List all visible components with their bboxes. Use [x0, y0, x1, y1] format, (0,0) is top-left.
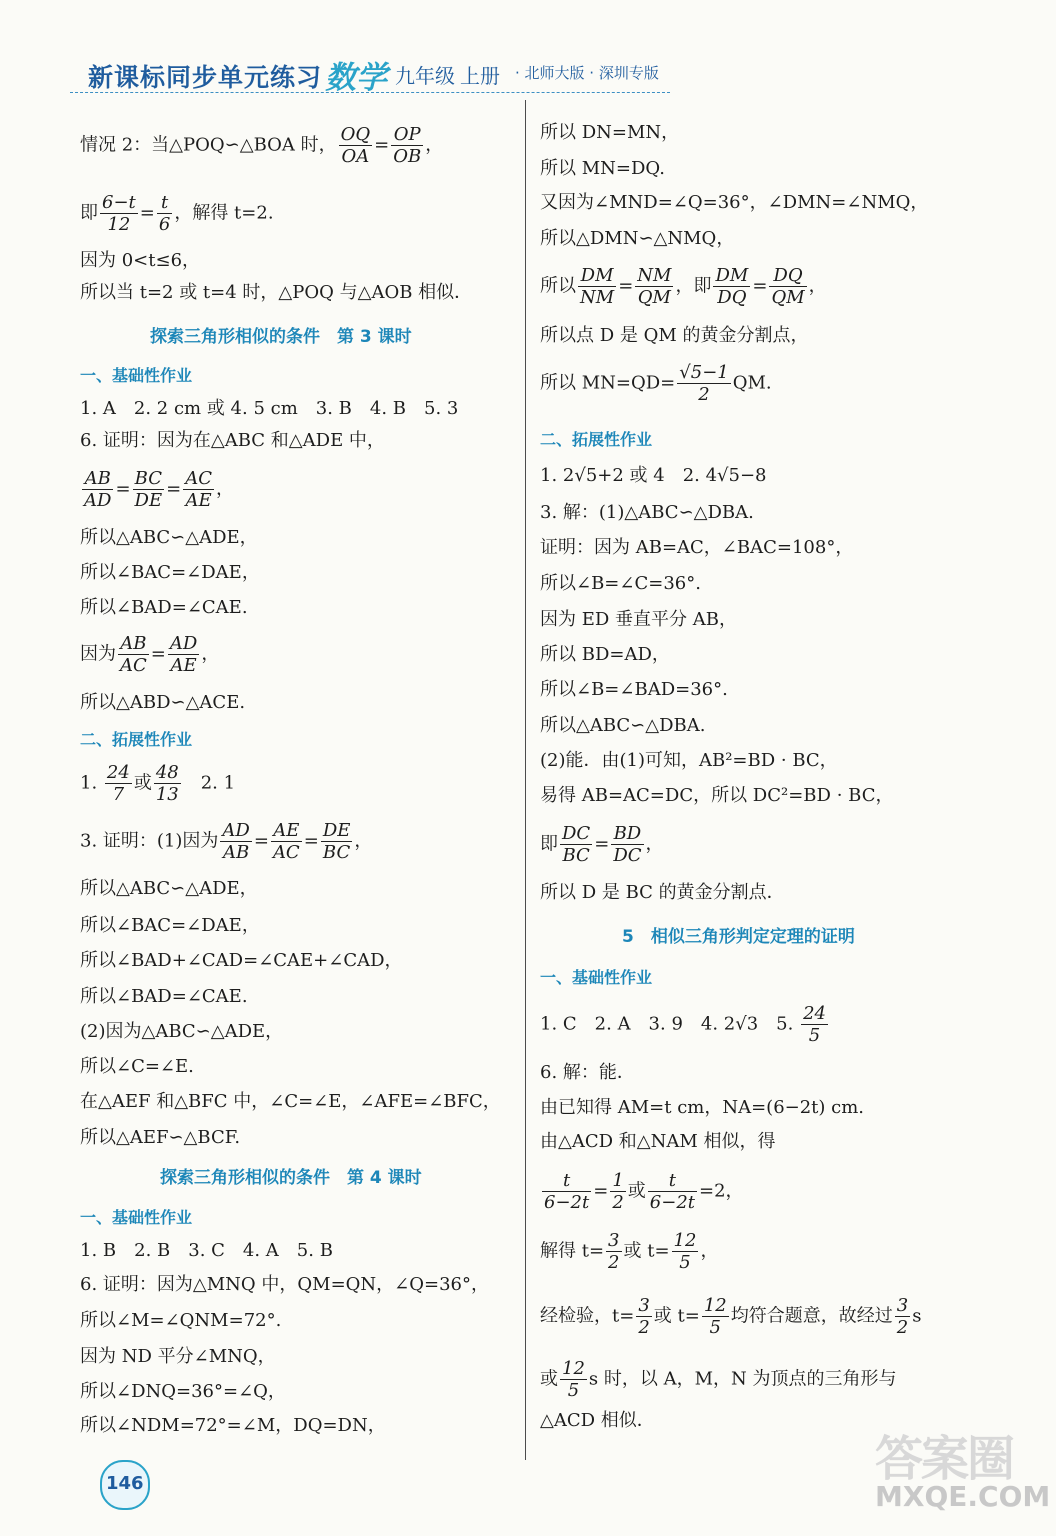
grade-label: 九年级: [395, 64, 455, 88]
section-title: 探索三角形相似的条件 第 4 课时: [160, 1168, 422, 1188]
answer-line: 所以∠BAD=∠CAE.: [80, 597, 248, 618]
fraction: $\frac{DM}{NM}$: [580, 265, 615, 308]
fraction: $\frac{3}{2}$: [608, 1230, 620, 1273]
page-header: [70, 48, 970, 98]
answer-line: 6. 证明：因为△MNQ 中，QM=QN，∠Q=36°，: [80, 1274, 489, 1295]
answer-line: 由△ACD 和△NAM 相似，得: [540, 1131, 776, 1152]
watermark-url: MXQE.COM: [875, 1480, 1051, 1513]
answer-line: 所以 MN=QD= $\frac{√5-1}{2}$ QM.: [540, 362, 772, 405]
answer-line: 即 $\frac{6-t}{12}$ = $\frac{t}{6}$ ，解得 t=2.: [80, 192, 274, 235]
answer-line: 情况 2：当△POQ∽△BOA 时， $\frac{OQ}{OA}$ = $\frac{OP}{OB}$ ，: [80, 124, 444, 167]
fraction: $\frac{AC}{AE}$: [185, 468, 212, 511]
answer-line: 所以△DMN∽△NMQ，: [540, 228, 735, 249]
answer-line: 3. 解：(1)△ABC∽△DBA.: [540, 502, 754, 523]
fraction: $\frac{t}{6-2t}$: [649, 1170, 696, 1213]
answer-line: (2)因为△ABC∽△ADE，: [80, 1021, 284, 1042]
fraction: $\frac{DE}{BC}$: [322, 820, 351, 863]
fraction: $\frac{AB}{AD}$: [84, 468, 112, 511]
subject-label: 数学: [325, 60, 387, 96]
answer-line: 因为 $\frac{AB}{AC}$ = $\frac{AD}{AE}$ ，: [80, 633, 220, 676]
answer-line: $\frac{t}{6-2t}$ = $\frac{1}{2}$ 或 $\frac{t}{6-2t}$ =2，: [544, 1170, 744, 1213]
answer-line: 所以∠BAD=∠CAE.: [80, 986, 248, 1007]
fraction: $\frac{12}{5}$: [562, 1358, 585, 1401]
answer-line: 6. 证明：因为在△ABC 和△ADE 中，: [80, 430, 385, 451]
answer-line: 因为 0<t≤6，: [80, 250, 201, 271]
fraction: $\frac{AD}{AB}$: [222, 820, 250, 863]
answer-line: 经检验，t= $\frac{3}{2}$ 或 t= $\frac{12}{5}$ 均符合题意，故经过 $\frac{3}{2}$ s: [540, 1295, 922, 1338]
answer-line: 所以∠BAC=∠DAE，: [80, 562, 260, 583]
fraction: $\frac{AB}{AC}$: [120, 633, 147, 676]
answer-line: 又因为∠MND=∠Q=36°，∠DMN=∠NMQ，: [540, 192, 929, 213]
answer-line: 证明：因为 AB=AC，∠BAC=108°，: [540, 537, 854, 558]
fraction: $\frac{24}{5}$: [803, 1003, 826, 1046]
fraction: $\frac{3}{2}$: [638, 1295, 650, 1338]
fraction: $\frac{DM}{DQ}$: [715, 265, 749, 308]
answer-line: 由已知得 AM=t cm，NA=(6−2t) cm.: [540, 1097, 865, 1118]
answer-line: 易得 AB=AC=DC，所以 DC²=BD · BC，: [540, 785, 894, 806]
fraction: $\frac{t}{6}$: [158, 192, 171, 235]
answer-line: 所以∠NDM=72°=∠M，DQ=DN，: [80, 1415, 386, 1436]
answer-line: 3. 证明：(1)因为 $\frac{AD}{AB}$ = $\frac{AE}{AC}$ = $\frac{DE}{BC}$ ，: [80, 820, 373, 863]
fraction: $\frac{48}{13}$: [155, 762, 179, 805]
answer-line: 所以 MN=DQ.: [540, 158, 665, 179]
answer-line: 即 $\frac{DC}{BC}$ = $\frac{BD}{DC}$ ，: [540, 823, 664, 866]
answer-line: 所以 $\frac{DM}{NM}$ = $\frac{NM}{QM}$ ，即 $\frac{DM}{DQ}$ = $\frac{DQ}{QM}$ ，: [540, 265, 827, 308]
page-number: 146: [106, 1473, 144, 1494]
column-divider: [525, 100, 526, 1460]
fraction: $\frac{OQ}{OA}$: [340, 124, 371, 167]
answer-line: 所以∠B=∠C=36°.: [540, 573, 701, 594]
fraction: $\frac{12}{5}$: [703, 1295, 727, 1338]
answer-line: 1. C 2. A 3. 9 4. 2√3 5. $\frac{24}{5}$: [540, 1003, 826, 1046]
fraction: $\frac{1}{2}$: [612, 1170, 624, 1213]
subsection-title: 一、基础性作业: [80, 1208, 193, 1227]
fraction: $\frac{6-t}{12}$: [102, 192, 136, 235]
answer-line: 所以△ABC∽△ADE，: [80, 527, 258, 548]
watermark-logo-text: 答案圈: [875, 1431, 1014, 1487]
subsection-title: 二、拓展性作业: [540, 430, 653, 449]
fraction: $\frac{24}{7}$: [106, 762, 130, 805]
fraction: $\frac{AD}{AE}$: [169, 633, 198, 676]
answer-line: 解得 t= $\frac{3}{2}$ 或 t= $\frac{12}{5}$ ，: [540, 1230, 719, 1273]
fraction: $\frac{3}{2}$: [896, 1295, 909, 1338]
fraction: $\frac{NM}{QM}$: [637, 265, 672, 308]
answer-line: 所以△ABC∽△DBA.: [540, 715, 706, 736]
answer-line: 在△AEF 和△BFC 中，∠C=∠E，∠AFE=∠BFC，: [80, 1091, 501, 1112]
answer-line: 1. B 2. B 3. C 4. A 5. B: [80, 1240, 333, 1261]
answer-line: 因为 ND 平分∠MNQ，: [80, 1346, 276, 1367]
answer-line: 1. A 2. 2 cm 或 4. 5 cm 3. B 4. B 5. 3: [80, 398, 459, 419]
subsection-title: 二、拓展性作业: [80, 730, 193, 749]
header-rule: [70, 92, 670, 93]
answer-line: 1. $\frac{24}{7}$ 或 $\frac{48}{13}$ 2. 1: [80, 762, 236, 805]
fraction: $\frac{DQ}{QM}$: [771, 265, 805, 308]
answer-line: 所以∠BAC=∠DAE，: [80, 915, 260, 936]
answer-line: 所以∠B=∠BAD=36°.: [540, 679, 728, 700]
volume-label: 上册: [460, 64, 500, 88]
answer-line: 因为 ED 垂直平分 AB，: [540, 609, 737, 630]
fraction: $\frac{AE}{AC}$: [272, 820, 300, 863]
answer-line: 6. 解：能．: [540, 1062, 635, 1083]
fraction: $\frac{12}{5}$: [673, 1230, 697, 1273]
answer-line: 所以∠M=∠QNM=72°.: [80, 1310, 282, 1331]
answer-line: 所以当 t=2 或 t=4 时，△POQ 与△AOB 相似．: [80, 282, 473, 303]
watermark: [855, 1420, 1051, 1520]
answer-line: (2)能．由(1)可知，AB²=BD · BC，: [540, 750, 838, 771]
answer-line: 所以△AEF∽△BCF.: [80, 1127, 241, 1148]
answer-line: 所以△ABD∽△ACE.: [80, 692, 246, 713]
fraction: $\frac{DC}{BC}$: [562, 823, 591, 866]
answer-line: 所以∠DNQ=36°=∠Q，: [80, 1381, 286, 1402]
answer-line: 所以 DN=MN，: [540, 122, 680, 143]
fraction: $\frac{BD}{DC}$: [613, 823, 642, 866]
subsection-title: 一、基础性作业: [80, 366, 193, 385]
answer-line: 所以 BD=AD，: [540, 644, 670, 665]
answer-line: 所以△ABC∽△ADE，: [80, 878, 258, 899]
edition-label: · 北师大版 · 深圳专版: [515, 64, 659, 82]
section-title: 探索三角形相似的条件 第 3 课时: [150, 327, 412, 347]
section-title: 5 相似三角形判定定理的证明: [622, 927, 855, 947]
answer-line: $\frac{AB}{AD}$ = $\frac{BC}{DE}$ = $\frac{AC}{AE}$ ，: [84, 468, 234, 511]
answer-line: 或 $\frac{12}{5}$ s 时，以 A，M，N 为顶点的三角形与: [540, 1358, 897, 1401]
fraction: $\frac{BC}{DE}$: [134, 468, 163, 511]
answer-line: △ACD 相似．: [540, 1410, 655, 1431]
answer-line: 1. 2√5+2 或 4 2. 4√5−8: [540, 465, 767, 486]
answer-line: 所以 D 是 BC 的黄金分割点．: [540, 882, 785, 903]
answer-line: 所以点 D 是 QM 的黄金分割点，: [540, 325, 809, 346]
fraction: $\frac{t}{6-2t}$: [544, 1170, 590, 1213]
answer-line: 所以∠BAD+∠CAD=∠CAE+∠CAD，: [80, 950, 403, 971]
fraction: $\frac{√5-1}{2}$: [679, 362, 729, 405]
answer-line: 所以∠C=∠E.: [80, 1056, 194, 1077]
page-number-badge: [100, 1460, 150, 1510]
fraction: $\frac{OP}{OB}$: [393, 124, 422, 167]
subsection-title: 一、基础性作业: [540, 968, 653, 987]
book-title: 新课标同步单元练习: [88, 63, 323, 92]
